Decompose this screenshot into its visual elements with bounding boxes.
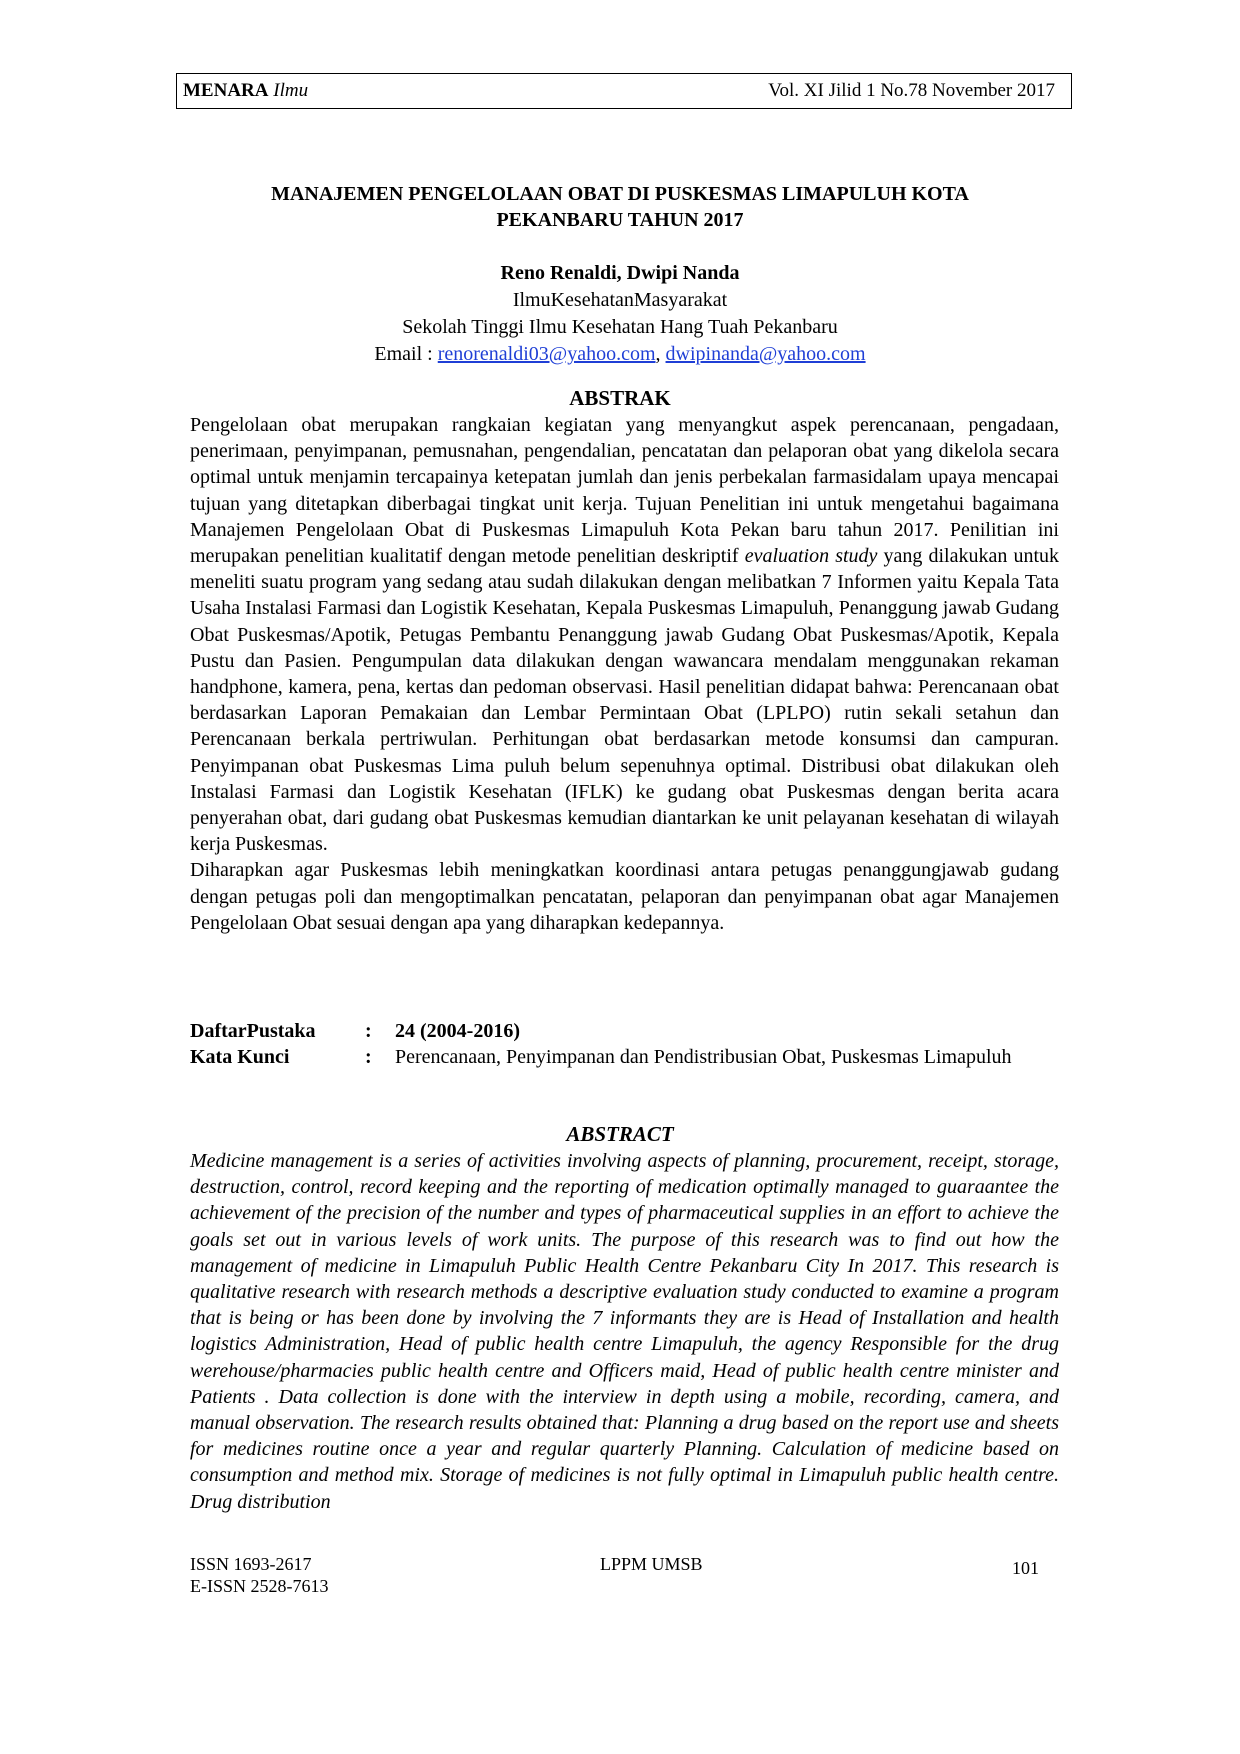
author-names: Reno Renaldi, Dwipi Nanda [500,262,740,284]
author-block [190,260,1050,368]
author-email-line: Email : renorenaldi03@yahoo.com, dwipinanda@yahoo.com [374,343,866,365]
author-institution: Sekolah Tinggi Ilmu Kesehatan Hang Tuah Pekanbaru [402,316,838,338]
abstrak-paragraph-1: Pengelolaan obat merupakan rangkaian kegiatan yang menyangkut aspek perencanaan, pengadaan, penerimaan, penyimpanan, pemusnahan, pengendalian, pencatatan dan pelaporan obat yang dikelola secara optimal untuk menjamin tercapainya ketepatan jumlah dan jenis perbekalan farmasidalam upaya mencapai tujuan yang ditetapkan diberbagai tingkat unit kerja. Tujuan Penelitian ini untuk mengetahui bagaimana Manajemen Pengelolaan Obat di Puskesmas Limapuluh Kota Pekan baru tahun 2017. Penilitian ini merupakan penelitian kualitatif dengan metode penelitian deskriptif evaluation study yang dilakukan untuk meneliti suatu program yang sedang atau sudah dilakukan dengan melibatkan 7 Informen yaitu Kepala Tata Usaha Instalasi Farmasi dan Logistik Kesehatan, Kepala Puskesmas Limapuluh, Penanggung jawab Gudang Obat Puskesmas/Apotik, Petugas Pembantu Penanggung jawab Gudang Obat Puskesmas/Apotik, Kepala Pustu dan Pasien. Pengumpulan data dilakukan dengan wawancara mendalam menggunakan rekaman handphone, kamera, pena, kertas dan pedoman observasi. Hasil penelitian didapat bahwa: Perencanaan obat berdasarkan Laporan Pemakaian dan Lembar Permintaan Obat (LPLPO) rutin sekali setahun dan Perencanaan berkala pertriwulan. Perhitungan obat berdasarkan metode konsumsi dan campuran. Penyimpanan obat Puskesmas Lima puluh belum sepenuhnya optimal. Distribusi obat dilakukan oleh Instalasi Farmasi dan Logistik Kesehatan (IFLK) ke gudang obat Puskesmas dengan berita acara penyerahan obat, dari gudang obat Puskesmas kemudian diantarkan ke unit pelayanan kesehatan di wilayah kerja Puskesmas. [190,414,1059,856]
email-link-1[interactable]: renorenaldi03@yahoo.com [437,343,656,365]
page-footer [190,1553,1050,1597]
keywords-block: DaftarPustaka : 24 (2004-2016) Kata Kunci : Perencanaan, Penyimpanan dan Pendistribusian Obat, Puskesmas Limapuluh [190,1018,1059,1070]
abstract-body: Medicine management is a series of activities involving aspects of planning, procurement, receipt, storage, destruction, control, record keeping and the reporting of medication optimally managed to guaraantee the achievement of the precision of the number and types of pharmaceutical supplies in an effort to achieve the goals set out in various levels of work units. The purpose of this research was to find out how the management of medicine in Limapuluh Public Health Centre Pekanbaru City In 2017. This research is qualitative research with research methods a descriptive evaluation study conducted to examine a program that is being or has been done by involving the 7 informants they are is Head of Installation and health logistics Administration, Head of public health centre Limapuluh, the agency Responsible for the drug werehouse/pharmacies public health centre and Officers maid, Head of public health centre minister and Patients . Data collection is done with the interview in depth using a mobile, recording, camera, and manual observation. The research results obtained that: Planning a drug based on the report use and sheets for medicines routine once a year and regular quarterly Planning. Calculation of medicine based on consumption and method mix. Storage of medicines is not fully optimal in Limapuluh public health centre. Drug distribution [190,1150,1059,1513]
paper-title: MANAJEMEN PENGELOLAAN OBAT DI PUSKESMAS LIMAPULUH KOTA PEKANBARU TAHUN 2017 [271,183,969,231]
kata-kunci-value: Perencanaan, Penyimpanan dan Pendistribusian Obat, Puskesmas Limapuluh [395,1046,1012,1068]
daftar-pustaka-value: 24 (2004-2016) [395,1020,520,1042]
email-link-2[interactable]: dwipinanda@yahoo.com [665,343,866,365]
journal-issue: Vol. XI Jilid 1 No.78 November 2017 [768,80,1055,101]
daftar-pustaka-label: DaftarPustaka [190,1020,316,1042]
abstract-heading: ABSTRACT [566,1122,674,1146]
journal-header [176,73,1072,109]
author-department: IlmuKesehatanMasyarakat [512,289,728,311]
page-number: 101 [1012,1558,1039,1578]
abstrak-body [190,412,1059,936]
eissn: E-ISSN 2528-7613 [190,1576,329,1596]
issn: ISSN 1693-2617 [190,1554,312,1574]
publisher: LPPM UMSB [600,1554,703,1574]
kata-kunci-label: Kata Kunci [190,1046,290,1068]
journal-name: MENARA Ilmu [183,80,309,101]
abstrak-paragraph-2: Diharapkan agar Puskesmas lebih meningkatkan koordinasi antara petugas penanggungjawab gudang dengan petugas poli dan mengoptimalkan pencatatan, pelaporan dan penyimpanan obat agar Manajemen Pengelolaan Obat sesuai dengan apa yang diharapkan kedepannya. [190,859,1059,934]
abstrak-heading: ABSTRAK [569,386,671,410]
